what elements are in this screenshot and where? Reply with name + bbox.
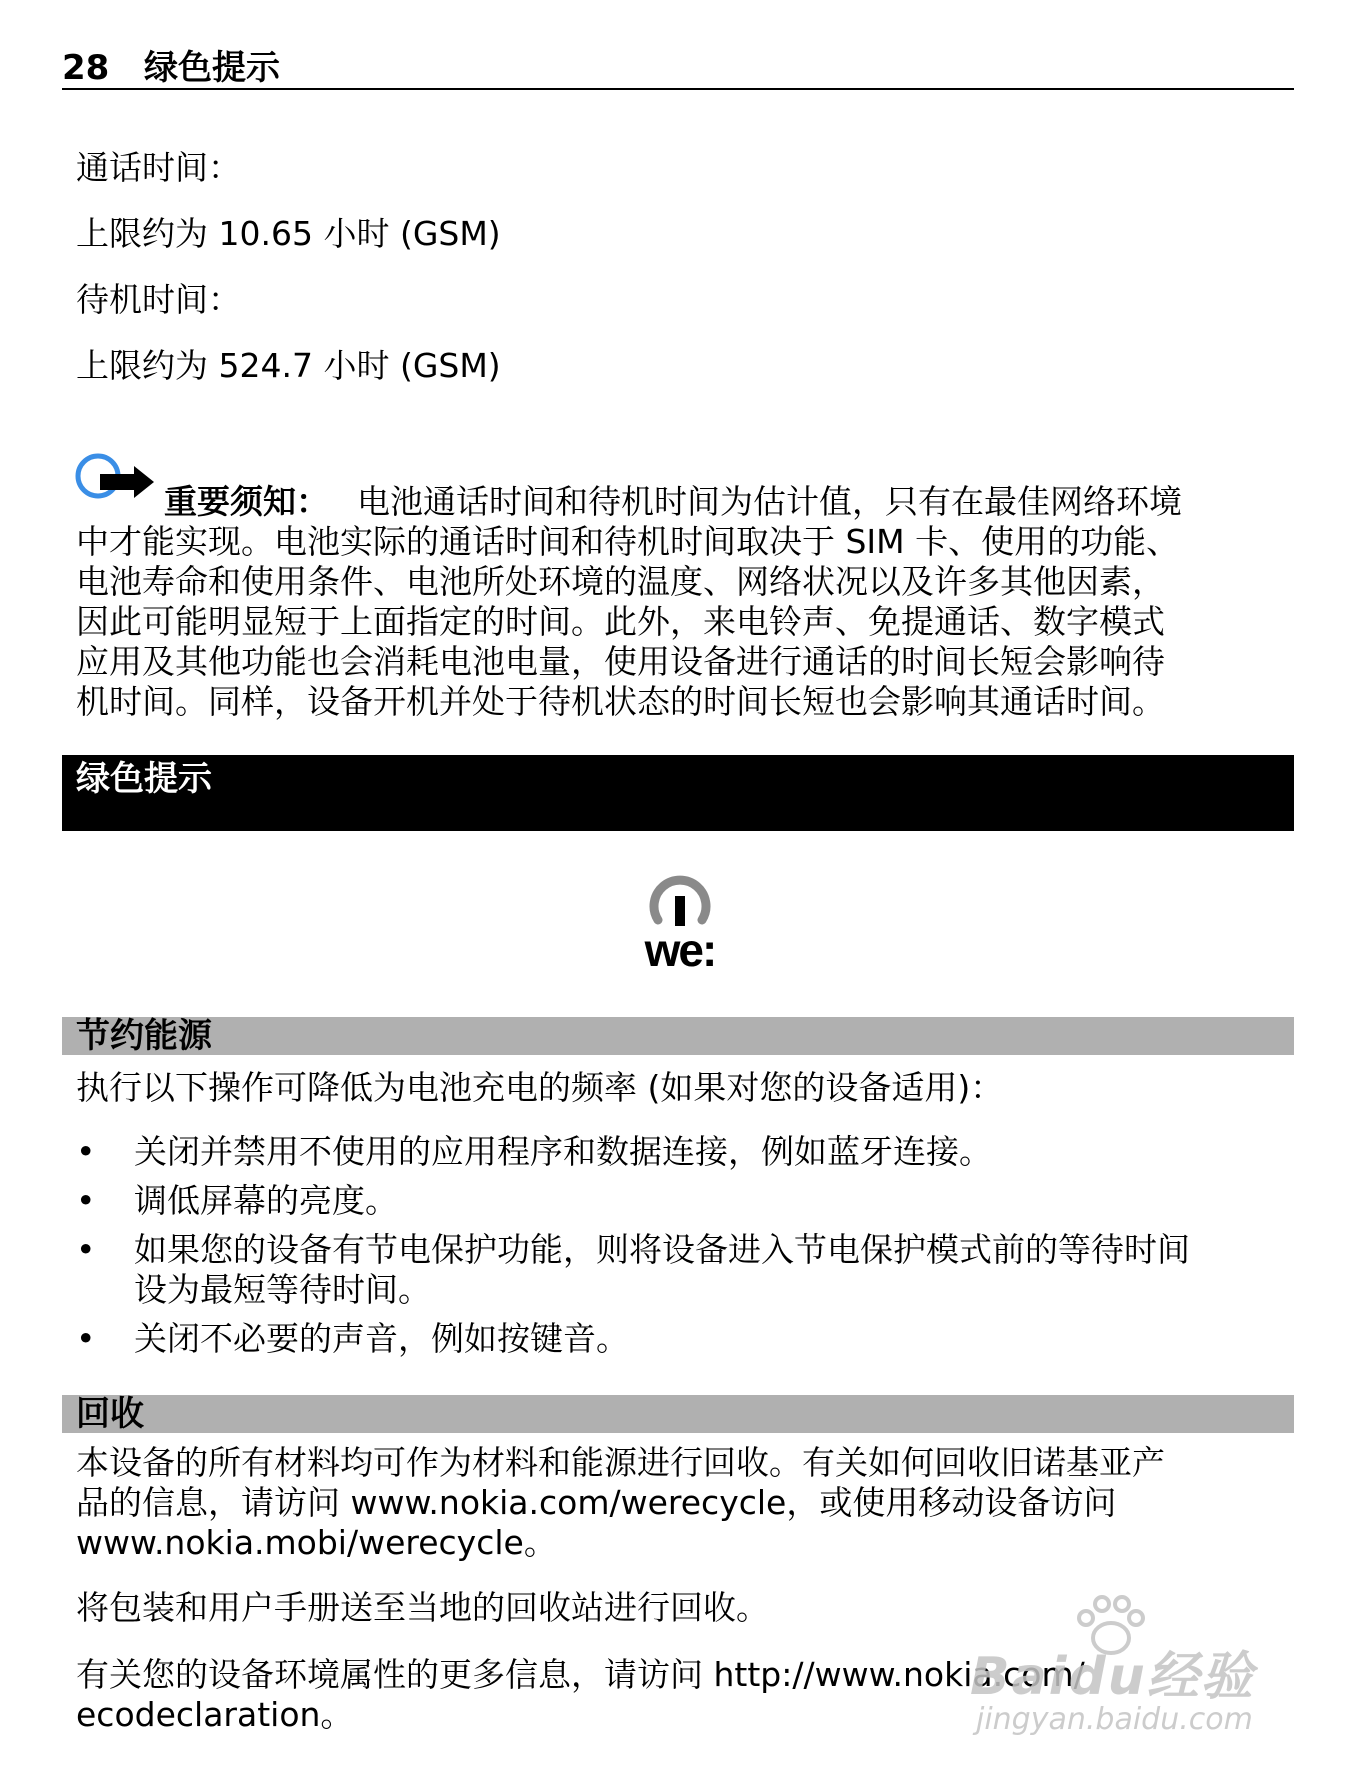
list-item: • 关闭并禁用不使用的应用程序和数据连接，例如蓝牙连接。 <box>76 1132 992 1171</box>
section-band-green-tips <box>62 755 1294 831</box>
eco-paragraph-line: ecodeclaration。 <box>76 1695 354 1734</box>
important-notice <box>76 482 1282 722</box>
save-energy-list <box>76 1132 1296 1368</box>
list-item: • 调低屏幕的亮度。 <box>76 1181 398 1220</box>
page-number: 28 <box>62 48 110 88</box>
recycle-paragraph-line: 品的信息，请访问 www.nokia.com/werecycle，或使用移动设备访问 <box>76 1483 1117 1522</box>
watermark-brand: Baidu经验 <box>970 1647 1255 1707</box>
notice-line: 中才能实现。电池实际的通话时间和待机时间取决于 SIM 卡、使用的功能、 <box>76 522 1180 561</box>
talk-time-value: 上限约为 10.65 小时 (GSM) <box>76 214 501 253</box>
talk-time-label: 通话时间： <box>76 148 241 187</box>
page-header-title: 绿色提示 <box>144 48 280 88</box>
page-header <box>62 48 1294 90</box>
we-logo <box>628 862 732 974</box>
notice-line: 电池寿命和使用条件、电池所处环境的温度、网络状况以及许多其他因素， <box>76 562 1165 601</box>
section-band-save-energy <box>62 1017 1294 1055</box>
standby-time-value: 上限约为 524.7 小时 (GSM) <box>76 346 501 385</box>
notice-line: 应用及其他功能也会消耗电池电量，使用设备进行通话的时间长短会影响待 <box>76 642 1165 681</box>
section-title-green-tips: 绿色提示 <box>76 759 212 799</box>
list-item: • 如果您的设备有节电保护功能，则将设备进入节电保护模式前的等待时间 设为最短等待时间。 <box>76 1230 1190 1309</box>
eco-paragraph-line: 有关您的设备环境属性的更多信息，请访问 http://www.nokia.com/ <box>76 1655 1085 1694</box>
watermark-url: jingyan.baidu.com <box>976 1702 1253 1737</box>
section-band-recycle <box>62 1395 1294 1433</box>
notice-title: 重要须知： <box>164 482 329 521</box>
section-title-recycle: 回收 <box>76 1394 144 1434</box>
logo-text: we: <box>644 924 716 974</box>
packaging-paragraph: 将包装和用户手册送至当地的回收站进行回收。 <box>76 1588 769 1627</box>
notice-line: 电池通话时间和待机时间为估计值，只有在最佳网络环境 <box>357 482 1182 521</box>
notice-line: 因此可能明显短于上面指定的时间。此外，来电铃声、免提通话、数字模式 <box>76 602 1165 641</box>
recycle-paragraph-line: 本设备的所有材料均可作为材料和能源进行回收。有关如何回收旧诺基亚产 <box>76 1443 1165 1482</box>
save-energy-intro: 执行以下操作可降低为电池充电的频率 (如果对您的设备适用)： <box>76 1068 1004 1107</box>
list-item: • 关闭不必要的声音，例如按键音。 <box>76 1319 629 1358</box>
baidu-watermark <box>956 1590 1296 1750</box>
recycle-paragraph-line: www.nokia.mobi/werecycle。 <box>76 1523 557 1562</box>
section-title-save-energy: 节约能源 <box>76 1016 212 1056</box>
standby-time-label: 待机时间： <box>76 280 241 319</box>
notice-line: 机时间。同样，设备开机并处于待机状态的时间长短也会影响其通话时间。 <box>76 682 1165 721</box>
